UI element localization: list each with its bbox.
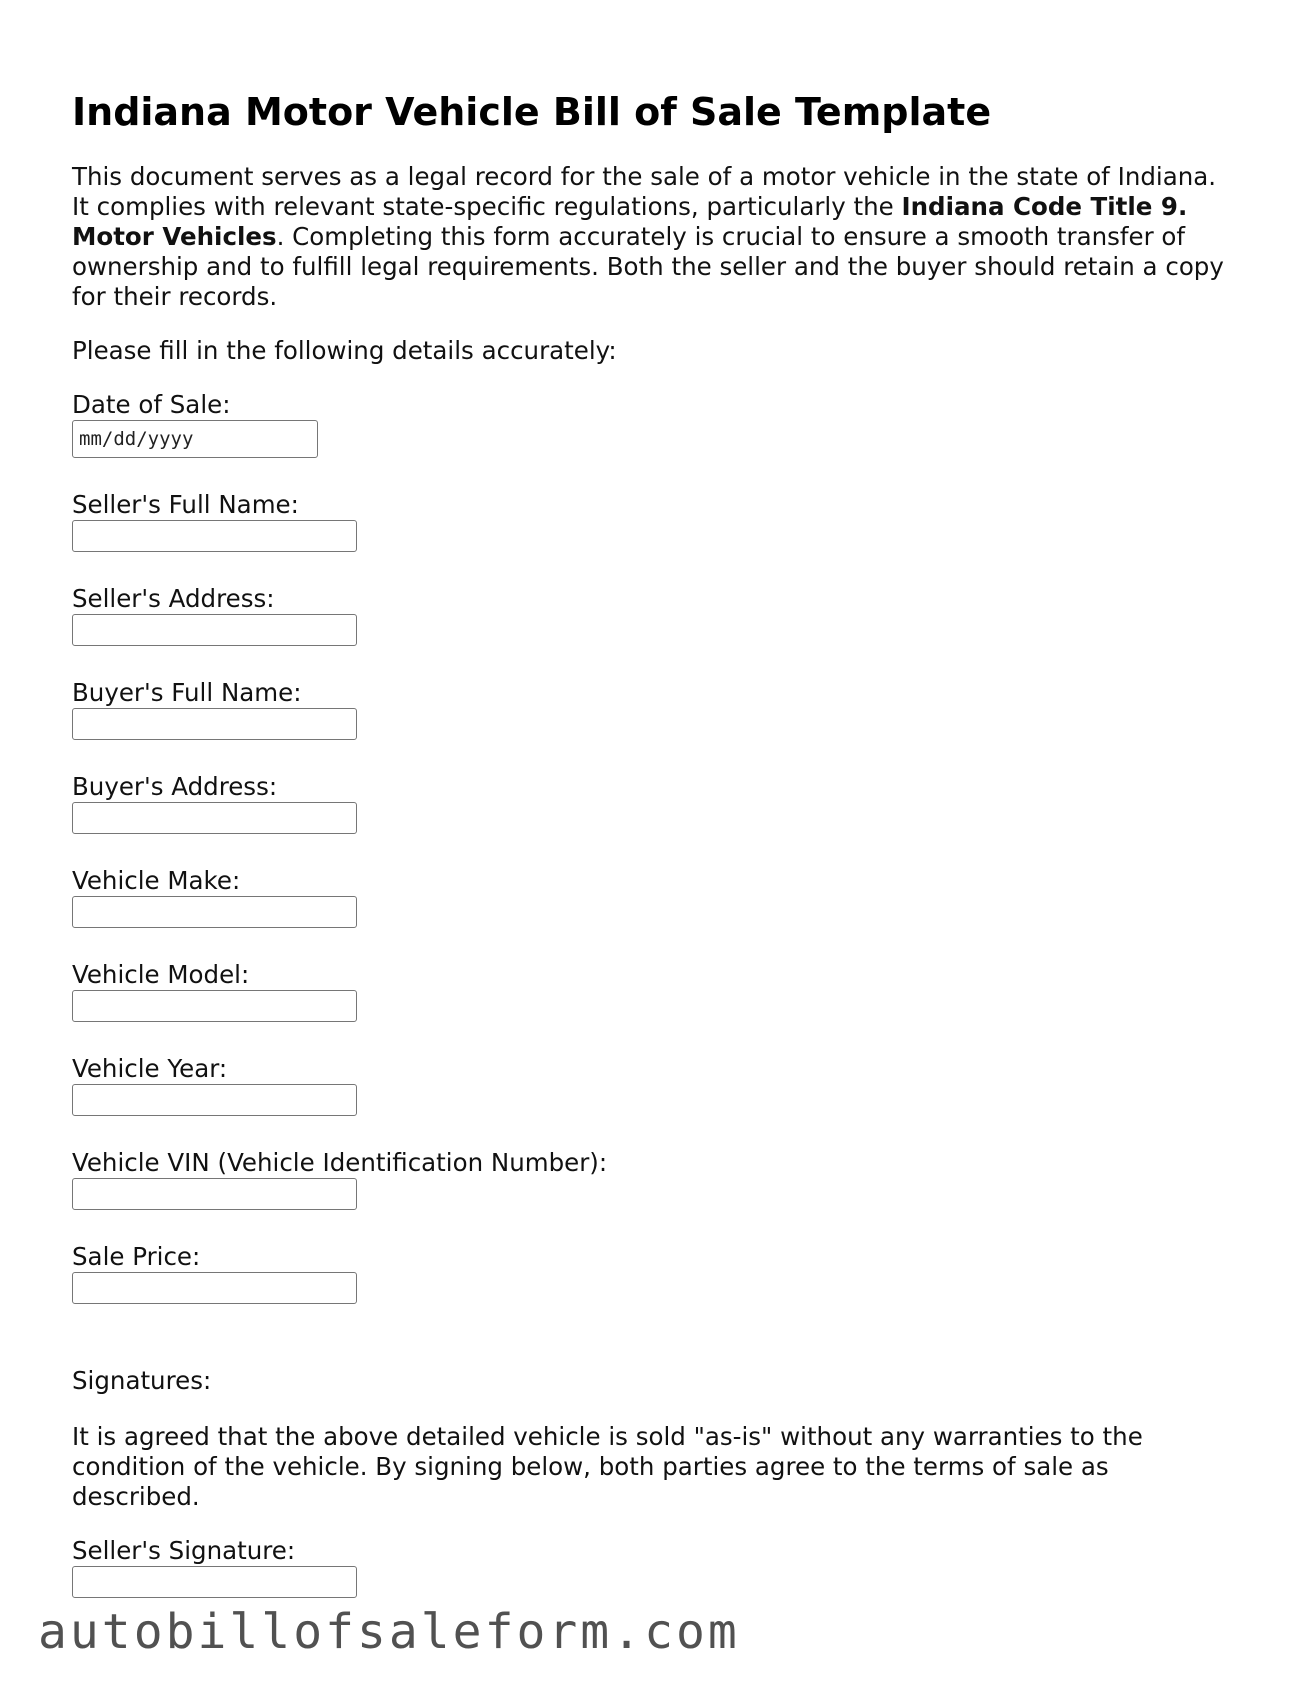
as-is-agreement: It is agreed that the above detailed vehicle is sold "as-is" without any warranties to the condition of the vehicle. By signing below, both parties agree to the terms of sale as described. (72, 1422, 1143, 1511)
document-page (72, 88, 1232, 1598)
page-title: Indiana Motor Vehicle Bill of Sale Template (72, 90, 992, 134)
vehicle-make-input[interactable] (72, 896, 357, 928)
vehicle-vin-field (72, 1148, 1232, 1210)
date-of-sale-input[interactable] (72, 420, 318, 458)
seller-name-input[interactable] (72, 520, 357, 552)
seller-name-label: Seller's Full Name: (72, 490, 299, 519)
buyer-address-field (72, 772, 1232, 834)
buyer-address-label: Buyer's Address: (72, 772, 278, 801)
vehicle-vin-label: Vehicle VIN (Vehicle Identification Number): (72, 1148, 608, 1177)
date-of-sale-label: Date of Sale: (72, 390, 231, 419)
seller-name-field (72, 490, 1232, 552)
sale-price-field (72, 1242, 1232, 1304)
intro-text-start: This document serves as a legal record for the sale of a motor vehicle in the state of Indiana. It complies with relevant state-specific regulations, particularly the (72, 162, 1217, 221)
buyer-name-label: Buyer's Full Name: (72, 678, 302, 707)
form-instructions: Please fill in the following details accurately: (72, 336, 617, 365)
vehicle-model-field (72, 960, 1232, 1022)
vehicle-make-field (72, 866, 1232, 928)
date-of-sale-field (72, 390, 1232, 458)
intro-text-end: . Completing this form accurately is crucial to ensure a smooth transfer of ownership and to fulfill legal requirements. Both the seller and the buyer should retain a copy for their records. (72, 222, 1224, 311)
intro-paragraph (72, 162, 1232, 312)
seller-signature-field (72, 1536, 1232, 1598)
vehicle-vin-input[interactable] (72, 1178, 357, 1210)
buyer-name-field (72, 678, 1232, 740)
sale-price-input[interactable] (72, 1272, 357, 1304)
seller-address-field (72, 584, 1232, 646)
signatures-heading: Signatures: (72, 1366, 212, 1395)
sale-price-label: Sale Price: (72, 1242, 201, 1271)
vehicle-year-label: Vehicle Year: (72, 1054, 228, 1083)
vehicle-make-label: Vehicle Make: (72, 866, 241, 895)
vehicle-year-input[interactable] (72, 1084, 357, 1116)
buyer-address-input[interactable] (72, 802, 357, 834)
seller-address-input[interactable] (72, 614, 357, 646)
seller-signature-input[interactable] (72, 1566, 357, 1598)
vehicle-year-field (72, 1054, 1232, 1116)
vehicle-model-input[interactable] (72, 990, 357, 1022)
intro-code-reference: Indiana Code Title 9. Motor Vehicles (72, 192, 1188, 251)
seller-address-label: Seller's Address: (72, 584, 275, 613)
seller-signature-label: Seller's Signature: (72, 1536, 296, 1565)
buyer-name-input[interactable] (72, 708, 357, 740)
vehicle-model-label: Vehicle Model: (72, 960, 250, 989)
site-watermark: autobillofsaleform.com (38, 1604, 740, 1660)
